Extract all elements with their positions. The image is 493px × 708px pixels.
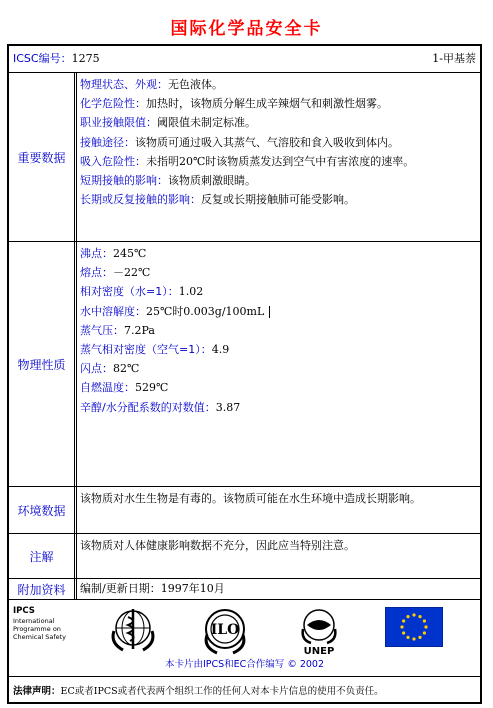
- item-value: 该物质刺激眼睛。: [168, 173, 256, 187]
- notes-label: 注解: [9, 534, 77, 578]
- physical-item: [80, 398, 477, 417]
- item-key: 闪点：: [80, 362, 113, 376]
- item-value: 阈限值未制定标准。: [157, 116, 256, 130]
- cooperation-note: 本卡片由IPCS和EC合作编写 © 2002: [164, 659, 325, 670]
- important-item: [80, 133, 477, 152]
- logos-row: [9, 599, 480, 676]
- item-value: 无色液体。: [168, 78, 223, 91]
- item-key: 职业接触限值：: [80, 116, 157, 130]
- legal-row: [9, 676, 480, 702]
- physical-properties-label: 物理性质: [9, 242, 77, 486]
- item-value: 7.2Pa: [124, 323, 155, 337]
- item-key: 吸入危险性：: [80, 154, 146, 168]
- physical-item: [80, 302, 477, 321]
- physical-item: [80, 378, 477, 397]
- important-item: [80, 190, 477, 209]
- legal-label: 法律声明：: [13, 685, 61, 697]
- item-value: 该物质可通过吸入其蒸气、气溶胶和食入吸收到体内。: [135, 135, 399, 149]
- item-value: 1.02: [178, 285, 204, 299]
- item-value: 4.9: [211, 342, 230, 356]
- unep-emblem-text: UNEP: [303, 646, 335, 657]
- item-value: 245℃: [113, 247, 147, 260]
- text-cursor: [269, 306, 270, 318]
- ipcs-line-2: Programme on: [13, 625, 61, 633]
- ipcs-line-1: International: [13, 617, 55, 625]
- item-key: 辛醇/水分配系数的对数值：: [80, 400, 216, 414]
- ilo-emblem-icon: [199, 605, 251, 657]
- item-value: 未指明20℃时该物质蒸发达到空气中有害浓度的速率。: [146, 154, 415, 168]
- notes-section: [9, 533, 480, 578]
- important-data-label: 重要数据: [9, 73, 77, 241]
- physical-item: [80, 263, 477, 282]
- item-value: 反复或长期接触肺可能受影响。: [201, 193, 355, 207]
- item-key: 相对密度（水=1）：: [80, 285, 179, 299]
- item-value: 82℃: [113, 362, 140, 376]
- item-key: 自燃温度：: [80, 381, 135, 395]
- item-key: 接触途径：: [80, 135, 135, 149]
- chemical-name: 1-甲基萘: [432, 52, 476, 65]
- item-key: 蒸气压：: [80, 323, 124, 337]
- item-value: 25℃时0.003g/100mL: [146, 304, 265, 318]
- physical-properties-content: [77, 242, 480, 486]
- environment-label: 环境数据: [9, 487, 77, 533]
- item-key: 物理状态、外观：: [80, 78, 168, 91]
- physical-item: [80, 340, 477, 359]
- eu-flag-icon: [385, 607, 443, 647]
- legal-text: EC或者IPCS或者代表两个组织工作的任何人对本卡片信息的使用不负责任。: [60, 685, 384, 697]
- notes-text: 该物质对人体健康影响数据不充分，因此应当特别注意。: [80, 539, 355, 552]
- physical-item: [80, 359, 477, 378]
- item-value: 3.87: [215, 400, 241, 414]
- additional-info-section: [9, 578, 480, 599]
- ipcs-title: IPCS: [13, 606, 35, 616]
- physical-item: [80, 244, 477, 263]
- icsc-label: ICSC编号：: [13, 52, 72, 65]
- environment-text: 该物质对水生生物是有毒的。该物质可能在水生环境中造成长期影响。: [80, 492, 421, 505]
- important-item: [80, 75, 477, 94]
- icsc-header-row: [9, 46, 480, 72]
- item-key: 熔点：: [80, 266, 113, 280]
- item-key: 长期或反复接触的影响：: [80, 193, 201, 207]
- important-item: [80, 94, 477, 113]
- environment-section: [9, 486, 480, 533]
- physical-item: [80, 282, 477, 301]
- important-item: [80, 113, 477, 132]
- physical-properties-section: [9, 241, 480, 486]
- item-key: 化学危险性：: [80, 97, 146, 111]
- physical-item: [80, 321, 477, 340]
- ipcs-block: [13, 606, 66, 641]
- safety-card: [7, 44, 482, 704]
- card-title: 国际化学品安全卡: [170, 19, 323, 39]
- item-key: 沸点：: [80, 247, 113, 260]
- item-value: 529℃: [135, 381, 169, 395]
- item-key: 蒸气相对密度（空气=1）：: [80, 342, 212, 356]
- who-emblem-icon: [107, 605, 159, 655]
- important-data-section: [9, 72, 480, 241]
- additional-info-text: 编制/更新日期：1997年10月: [80, 582, 225, 595]
- item-key: 短期接触的影响：: [80, 173, 168, 187]
- item-value: －22℃: [113, 266, 151, 280]
- important-item: [80, 171, 477, 190]
- item-value: 加热时，该物质分解生成辛辣烟气和刺激性烟雾。: [146, 97, 388, 111]
- unep-emblem-icon: [294, 605, 344, 657]
- important-item: [80, 152, 477, 171]
- additional-info-label: 附加资料: [9, 579, 77, 599]
- ilo-emblem-text: ILO: [210, 622, 240, 638]
- item-key: 水中溶解度：: [80, 304, 146, 318]
- important-data-content: [77, 73, 480, 241]
- ipcs-line-3: Chemical Safety: [13, 633, 67, 641]
- icsc-number: 1275: [71, 52, 100, 65]
